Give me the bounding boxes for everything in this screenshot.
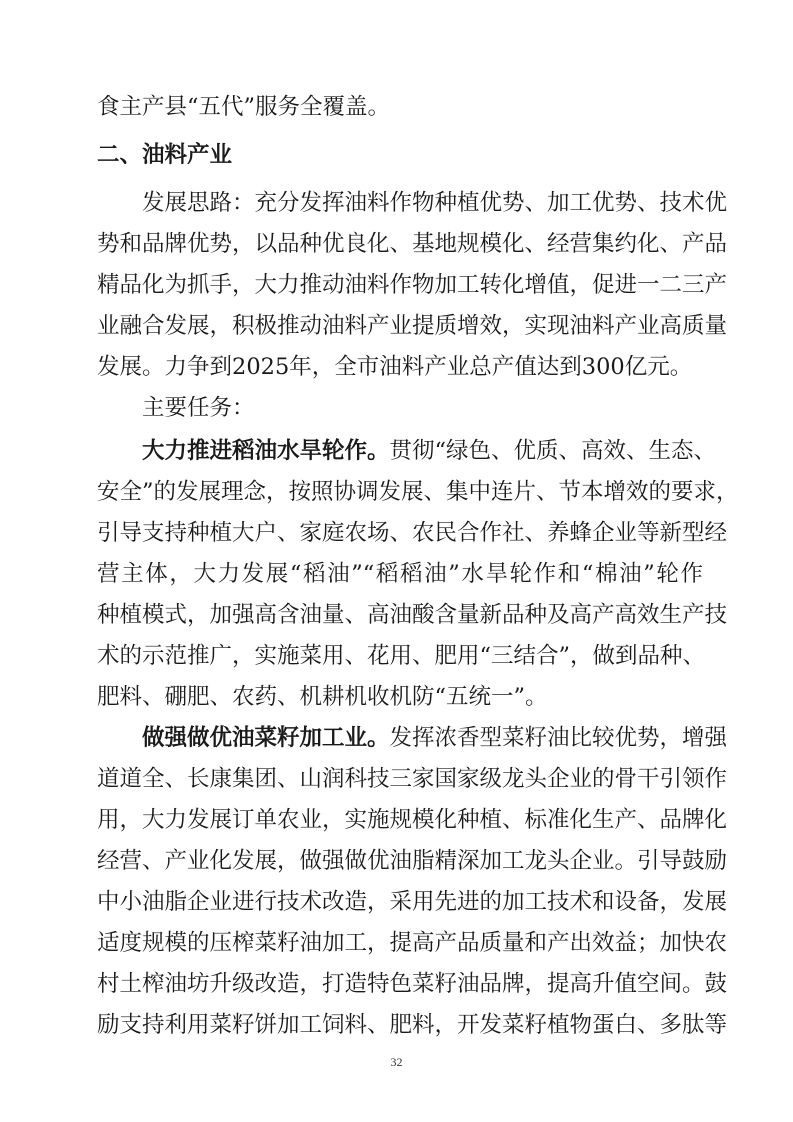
task-1-line-1-text: 贯彻“绿色、优质、高效、生态、 [389, 438, 717, 464]
task-1-line-3: 引导支持种植大户、家庭农场、农民合作社、养蜂企业等新型经 [97, 520, 728, 546]
task-2-title: 做强做优油菜籽加工业。 [142, 725, 390, 751]
task-2-line-6: 适度规模的压榨菜籽油加工，提高产品质量和产出效益；加快农 [97, 930, 728, 956]
section-heading: 二、油料产业 [97, 142, 233, 168]
task-2-line-5: 中小油脂企业进行技术改造，采用先进的加工技术和设备，发展 [97, 889, 728, 915]
development-idea-line-1: 发展思路：充分发挥油料作物种植优势、加工优势、技术优 [142, 190, 728, 216]
task-2-line-3: 用，大力发展订单农业，实施规模化种植、标准化生产、品牌化 [97, 807, 728, 833]
development-idea-line-4: 业融合发展，积极推动油料产业提质增效，实现油料产业高质量 [97, 313, 728, 339]
task-2-line-1 [142, 723, 728, 753]
task-1-line-6: 术的示范推广，实施菜用、花用、肥用“三结合”，做到品种、 [97, 643, 706, 669]
task-2-line-8: 励支持利用菜籽饼加工饲料、肥料，开发菜籽植物蛋白、多肽等 [97, 1012, 728, 1038]
task-1-line-5: 种植模式，加强高含油量、高油酸含量新品种及高产高效生产技 [97, 602, 728, 628]
task-1-line-1 [142, 436, 717, 466]
main-tasks-label: 主要任务： [142, 395, 255, 421]
development-idea-line-3: 精品化为抓手，大力推动油料作物加工转化增值，促进一二三产 [97, 272, 728, 298]
task-1-line-4: 营主体，大力发展“稻油”“稻稻油”水旱轮作和“棉油”轮作 [97, 561, 703, 587]
task-1-title: 大力推进稻油水旱轮作。 [142, 438, 390, 464]
task-1-line-7: 肥料、硼肥、农药、机耕机收机防“五统一”。 [97, 684, 548, 710]
task-1-line-2: 安全”的发展理念，按照协调发展、集中连片、节本增效的要求， [97, 479, 739, 505]
task-2-line-1-text: 发挥浓香型菜籽油比较优势，增强 [389, 725, 728, 751]
development-idea-line-2: 势和品牌优势，以品种优良化、基地规模化、经营集约化、产品 [97, 231, 728, 257]
task-2-line-2: 道道全、长康集团、山润科技三家国家级龙头企业的骨干引领作 [97, 766, 728, 792]
task-2-line-7: 村土榨油坊升级改造，打造特色菜籽油品牌，提高升值空间。鼓 [97, 971, 728, 997]
development-idea-line-5: 发展。力争到2025年，全市油料产业总产值达到300亿元。 [97, 354, 693, 380]
paragraph-continuation-line: 食主产县“五代”服务全覆盖。 [97, 94, 391, 120]
task-2-line-4: 经营、产业化发展，做强做优油脂精深加工龙头企业。引导鼓励 [97, 848, 728, 874]
page-number: 32 [390, 1055, 403, 1069]
